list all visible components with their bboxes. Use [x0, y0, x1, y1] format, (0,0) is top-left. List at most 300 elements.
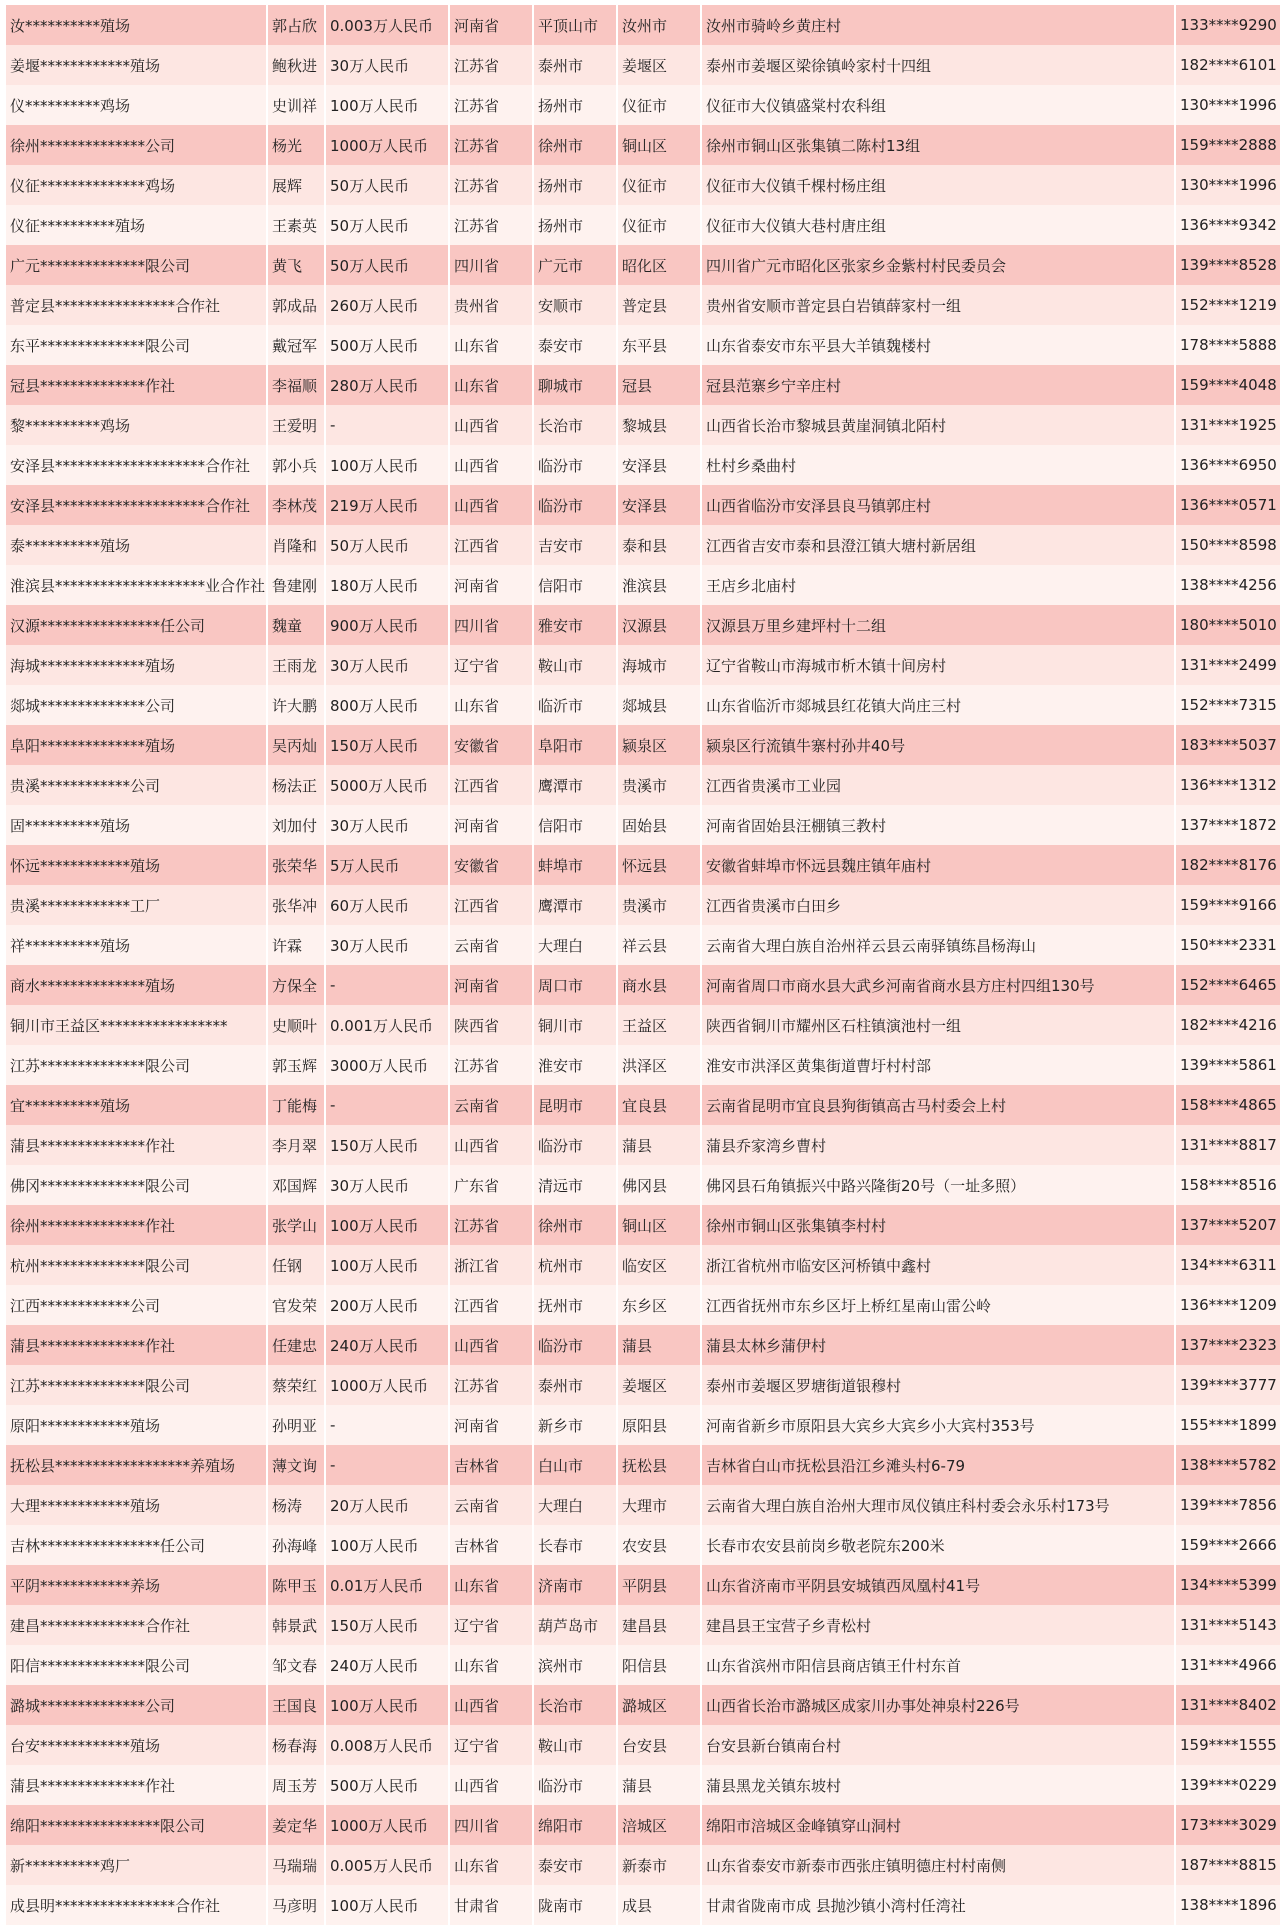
legal-person-cell: 王国良	[267, 1685, 325, 1725]
province-cell: 山东省	[449, 365, 533, 405]
table-row	[6, 1885, 1280, 1925]
phone-cell: 139****3777	[1175, 1365, 1280, 1405]
phone-cell: 131****1925	[1175, 405, 1280, 445]
legal-person-cell: 马瑞瑞	[267, 1845, 325, 1885]
registered-capital-cell: 150万人民币	[325, 1605, 449, 1645]
table-row	[6, 1805, 1280, 1845]
city-cell: 杭州市	[533, 1245, 617, 1285]
province-cell: 山西省	[449, 1685, 533, 1725]
phone-cell: 131****4966	[1175, 1645, 1280, 1685]
legal-person-cell: 丁能梅	[267, 1085, 325, 1125]
province-cell: 四川省	[449, 1805, 533, 1845]
legal-person-cell: 郭成品	[267, 285, 325, 325]
address-cell: 泰州市姜堰区罗塘街道银穆村	[701, 1365, 1175, 1405]
county-cell: 潞城区	[617, 1685, 701, 1725]
city-cell: 扬州市	[533, 165, 617, 205]
registered-capital-cell: 60万人民币	[325, 885, 449, 925]
county-cell: 大理市	[617, 1485, 701, 1525]
phone-cell: 136****9342	[1175, 205, 1280, 245]
phone-cell: 138****5782	[1175, 1445, 1280, 1485]
province-cell: 陕西省	[449, 1005, 533, 1045]
city-cell: 泰安市	[533, 325, 617, 365]
county-cell: 固始县	[617, 805, 701, 845]
county-cell: 贵溪市	[617, 765, 701, 805]
company-name-cell: 江西************公司	[6, 1285, 267, 1325]
legal-person-cell: 李月翠	[267, 1125, 325, 1165]
company-name-cell: 宜**********殖场	[6, 1085, 267, 1125]
table-row	[6, 1165, 1280, 1205]
registered-capital-cell: 100万人民币	[325, 1205, 449, 1245]
phone-cell: 138****1896	[1175, 1885, 1280, 1925]
city-cell: 临汾市	[533, 485, 617, 525]
phone-cell: 150****8598	[1175, 525, 1280, 565]
county-cell: 昭化区	[617, 245, 701, 285]
registered-capital-cell: 150万人民币	[325, 1125, 449, 1165]
province-cell: 吉林省	[449, 1445, 533, 1485]
company-name-cell: 仪征**************鸡场	[6, 165, 267, 205]
city-cell: 雅安市	[533, 605, 617, 645]
table-row	[6, 1845, 1280, 1885]
province-cell: 山东省	[449, 1565, 533, 1605]
address-cell: 云南省昆明市宜良县狗街镇高古马村委会上村	[701, 1085, 1175, 1125]
legal-person-cell: 周玉芳	[267, 1765, 325, 1805]
province-cell: 山西省	[449, 445, 533, 485]
county-cell: 商水县	[617, 965, 701, 1005]
legal-person-cell: 黄飞	[267, 245, 325, 285]
address-cell: 河南省固始县汪棚镇三教村	[701, 805, 1175, 845]
phone-cell: 178****5888	[1175, 325, 1280, 365]
table-row	[6, 205, 1280, 245]
county-cell: 铜山区	[617, 125, 701, 165]
phone-cell: 139****7856	[1175, 1485, 1280, 1525]
registered-capital-cell: 240万人民币	[325, 1645, 449, 1685]
company-name-cell: 冠县**************作社	[6, 365, 267, 405]
table-row	[6, 5, 1280, 45]
legal-person-cell: 邹文春	[267, 1645, 325, 1685]
city-cell: 临汾市	[533, 1325, 617, 1365]
company-name-cell: 佛冈**************限公司	[6, 1165, 267, 1205]
company-name-cell: 黎**********鸡场	[6, 405, 267, 445]
registered-capital-cell: 100万人民币	[325, 85, 449, 125]
legal-person-cell: 郭玉辉	[267, 1045, 325, 1085]
province-cell: 江西省	[449, 1285, 533, 1325]
city-cell: 长春市	[533, 1525, 617, 1565]
company-name-cell: 蒲县**************作社	[6, 1765, 267, 1805]
table-row	[6, 1525, 1280, 1565]
registered-capital-cell: 280万人民币	[325, 365, 449, 405]
table-row	[6, 1205, 1280, 1245]
legal-person-cell: 魏童	[267, 605, 325, 645]
legal-person-cell: 展辉	[267, 165, 325, 205]
company-name-cell: 仪**********鸡场	[6, 85, 267, 125]
address-cell: 山西省长治市潞城区成家川办事处神泉村226号	[701, 1685, 1175, 1725]
table-row	[6, 245, 1280, 285]
legal-person-cell: 刘加付	[267, 805, 325, 845]
legal-person-cell: 任建忠	[267, 1325, 325, 1365]
city-cell: 周口市	[533, 965, 617, 1005]
city-cell: 长治市	[533, 1685, 617, 1725]
city-cell: 信阳市	[533, 565, 617, 605]
table-row	[6, 1565, 1280, 1605]
county-cell: 贵溪市	[617, 885, 701, 925]
phone-cell: 158****8516	[1175, 1165, 1280, 1205]
legal-person-cell: 王素英	[267, 205, 325, 245]
city-cell: 临沂市	[533, 685, 617, 725]
address-cell: 江西省贵溪市白田乡	[701, 885, 1175, 925]
legal-person-cell: 孙明亚	[267, 1405, 325, 1445]
registered-capital-cell: 3000万人民币	[325, 1045, 449, 1085]
phone-cell: 139****5861	[1175, 1045, 1280, 1085]
county-cell: 佛冈县	[617, 1165, 701, 1205]
table-row	[6, 1645, 1280, 1685]
registered-capital-cell: 30万人民币	[325, 45, 449, 85]
legal-person-cell: 官发荣	[267, 1285, 325, 1325]
legal-person-cell: 王雨龙	[267, 645, 325, 685]
registered-capital-cell: 30万人民币	[325, 645, 449, 685]
phone-cell: 158****4865	[1175, 1085, 1280, 1125]
city-cell: 泰安市	[533, 1845, 617, 1885]
address-cell: 云南省大理白族自治州祥云县云南驿镇练昌杨海山	[701, 925, 1175, 965]
phone-cell: 159****2888	[1175, 125, 1280, 165]
registered-capital-cell: 100万人民币	[325, 445, 449, 485]
province-cell: 吉林省	[449, 1525, 533, 1565]
company-name-cell: 安泽县********************合作社	[6, 485, 267, 525]
address-cell: 佛冈县石角镇振兴中路兴隆街20号（一址多照）	[701, 1165, 1175, 1205]
city-cell: 抚州市	[533, 1285, 617, 1325]
province-cell: 河南省	[449, 1405, 533, 1445]
registered-capital-cell: 50万人民币	[325, 205, 449, 245]
table-row	[6, 965, 1280, 1005]
registered-capital-cell: -	[325, 1085, 449, 1125]
legal-person-cell: 许大鹏	[267, 685, 325, 725]
city-cell: 临汾市	[533, 445, 617, 485]
phone-cell: 159****9166	[1175, 885, 1280, 925]
legal-person-cell: 薄文询	[267, 1445, 325, 1485]
registered-capital-cell: 0.003万人民币	[325, 5, 449, 45]
registered-capital-cell: 100万人民币	[325, 1885, 449, 1925]
legal-person-cell: 任钢	[267, 1245, 325, 1285]
table-row	[6, 885, 1280, 925]
registered-capital-cell: 30万人民币	[325, 925, 449, 965]
city-cell: 临汾市	[533, 1125, 617, 1165]
registered-capital-cell: 50万人民币	[325, 165, 449, 205]
table-row	[6, 605, 1280, 645]
phone-cell: 182****4216	[1175, 1005, 1280, 1045]
county-cell: 颍泉区	[617, 725, 701, 765]
registered-capital-cell: 100万人民币	[325, 1685, 449, 1725]
address-cell: 四川省广元市昭化区张家乡金紫村村民委员会	[701, 245, 1175, 285]
address-cell: 山西省临汾市安泽县良马镇郭庄村	[701, 485, 1175, 525]
registered-capital-cell: 0.008万人民币	[325, 1725, 449, 1765]
city-cell: 白山市	[533, 1445, 617, 1485]
address-cell: 江西省吉安市泰和县澄江镇大塘村新居组	[701, 525, 1175, 565]
legal-person-cell: 史训祥	[267, 85, 325, 125]
address-cell: 仪征市大仪镇千棵村杨庄组	[701, 165, 1175, 205]
legal-person-cell: 吴丙灿	[267, 725, 325, 765]
address-cell: 河南省新乡市原阳县大宾乡大宾乡小大宾村353号	[701, 1405, 1175, 1445]
table-row	[6, 1245, 1280, 1285]
address-cell: 山东省济南市平阴县安城镇西凤凰村41号	[701, 1565, 1175, 1605]
province-cell: 山西省	[449, 405, 533, 445]
company-name-cell: 广元**************限公司	[6, 245, 267, 285]
province-cell: 江西省	[449, 765, 533, 805]
province-cell: 河南省	[449, 565, 533, 605]
city-cell: 鞍山市	[533, 1725, 617, 1765]
company-name-cell: 淮滨县********************业合作社	[6, 565, 267, 605]
phone-cell: 134****5399	[1175, 1565, 1280, 1605]
city-cell: 安顺市	[533, 285, 617, 325]
table-row	[6, 405, 1280, 445]
county-cell: 洪泽区	[617, 1045, 701, 1085]
phone-cell: 183****5037	[1175, 725, 1280, 765]
legal-person-cell: 肖隆和	[267, 525, 325, 565]
company-name-cell: 仪征**********殖场	[6, 205, 267, 245]
address-cell: 汝州市骑岭乡黄庄村	[701, 5, 1175, 45]
province-cell: 辽宁省	[449, 1725, 533, 1765]
county-cell: 平阴县	[617, 1565, 701, 1605]
table-row	[6, 1405, 1280, 1445]
phone-cell: 130****1996	[1175, 165, 1280, 205]
registered-capital-cell: 219万人民币	[325, 485, 449, 525]
city-cell: 泰州市	[533, 45, 617, 85]
company-name-cell: 海城**************殖场	[6, 645, 267, 685]
company-name-cell: 贵溪************工厂	[6, 885, 267, 925]
address-cell: 甘肃省陇南市成 县抛沙镇小湾村任湾社	[701, 1885, 1175, 1925]
phone-cell: 134****6311	[1175, 1245, 1280, 1285]
address-cell: 山东省泰安市新泰市西张庄镇明德庄村村南侧	[701, 1845, 1175, 1885]
address-cell: 颍泉区行流镇牛寨村孙井40号	[701, 725, 1175, 765]
legal-person-cell: 杨涛	[267, 1485, 325, 1525]
province-cell: 广东省	[449, 1165, 533, 1205]
table-body	[6, 5, 1280, 1925]
registered-capital-cell: 50万人民币	[325, 245, 449, 285]
company-name-cell: 怀远************殖场	[6, 845, 267, 885]
registered-capital-cell: 500万人民币	[325, 1765, 449, 1805]
phone-cell: 152****6465	[1175, 965, 1280, 1005]
company-name-cell: 绵阳****************限公司	[6, 1805, 267, 1845]
county-cell: 阳信县	[617, 1645, 701, 1685]
registered-capital-cell: -	[325, 1445, 449, 1485]
legal-person-cell: 郭占欣	[267, 5, 325, 45]
address-cell: 徐州市铜山区张集镇二陈村13组	[701, 125, 1175, 165]
legal-person-cell: 张学山	[267, 1205, 325, 1245]
address-cell: 蒲县乔家湾乡曹村	[701, 1125, 1175, 1165]
legal-person-cell: 杨春海	[267, 1725, 325, 1765]
table-row	[6, 1605, 1280, 1645]
table-row	[6, 685, 1280, 725]
county-cell: 安泽县	[617, 485, 701, 525]
city-cell: 广元市	[533, 245, 617, 285]
legal-person-cell: 姜定华	[267, 1805, 325, 1845]
city-cell: 徐州市	[533, 1205, 617, 1245]
address-cell: 仪征市大仪镇盛棠村农科组	[701, 85, 1175, 125]
address-cell: 蒲县黑龙关镇东坡村	[701, 1765, 1175, 1805]
legal-person-cell: 方保全	[267, 965, 325, 1005]
table-row	[6, 1725, 1280, 1765]
phone-cell: 137****1872	[1175, 805, 1280, 845]
table-row	[6, 1325, 1280, 1365]
table-row	[6, 725, 1280, 765]
registered-capital-cell: 180万人民币	[325, 565, 449, 605]
table-row	[6, 445, 1280, 485]
city-cell: 扬州市	[533, 85, 617, 125]
county-cell: 台安县	[617, 1725, 701, 1765]
province-cell: 甘肃省	[449, 1885, 533, 1925]
phone-cell: 136****1312	[1175, 765, 1280, 805]
county-cell: 祥云县	[617, 925, 701, 965]
province-cell: 江苏省	[449, 125, 533, 165]
table-row	[6, 805, 1280, 845]
address-cell: 绵阳市涪城区金峰镇穿山洞村	[701, 1805, 1175, 1845]
county-cell: 安泽县	[617, 445, 701, 485]
phone-cell: 131****2499	[1175, 645, 1280, 685]
phone-cell: 173****3029	[1175, 1805, 1280, 1845]
registered-capital-cell: 5000万人民币	[325, 765, 449, 805]
province-cell: 江苏省	[449, 165, 533, 205]
company-name-cell: 泰**********殖场	[6, 525, 267, 565]
address-cell: 安徽省蚌埠市怀远县魏庄镇年庙村	[701, 845, 1175, 885]
city-cell: 大理白	[533, 1485, 617, 1525]
address-cell: 吉林省白山市抚松县沿江乡滩头村6-79	[701, 1445, 1175, 1485]
province-cell: 四川省	[449, 605, 533, 645]
legal-person-cell: 鲍秋进	[267, 45, 325, 85]
phone-cell: 155****1899	[1175, 1405, 1280, 1445]
phone-cell: 137****5207	[1175, 1205, 1280, 1245]
phone-cell: 136****1209	[1175, 1285, 1280, 1325]
registered-capital-cell: 800万人民币	[325, 685, 449, 725]
legal-person-cell: 孙海峰	[267, 1525, 325, 1565]
legal-person-cell: 陈甲玉	[267, 1565, 325, 1605]
table-row	[6, 645, 1280, 685]
address-cell: 蒲县太林乡蒲伊村	[701, 1325, 1175, 1365]
table-row	[6, 485, 1280, 525]
registered-capital-cell: 150万人民币	[325, 725, 449, 765]
province-cell: 山东省	[449, 325, 533, 365]
phone-cell: 150****2331	[1175, 925, 1280, 965]
city-cell: 泰州市	[533, 1365, 617, 1405]
registered-capital-cell: 900万人民币	[325, 605, 449, 645]
city-cell: 鹰潭市	[533, 885, 617, 925]
address-cell: 台安县新台镇南台村	[701, 1725, 1175, 1765]
legal-person-cell: 张荣华	[267, 845, 325, 885]
phone-cell: 159****4048	[1175, 365, 1280, 405]
company-name-cell: 郯城**************公司	[6, 685, 267, 725]
phone-cell: 139****0229	[1175, 1765, 1280, 1805]
province-cell: 江苏省	[449, 205, 533, 245]
company-name-cell: 东平**************限公司	[6, 325, 267, 365]
address-cell: 山东省临沂市郯城县红花镇大尚庄三村	[701, 685, 1175, 725]
county-cell: 仪征市	[617, 85, 701, 125]
county-cell: 东乡区	[617, 1285, 701, 1325]
county-cell: 普定县	[617, 285, 701, 325]
table-row	[6, 1685, 1280, 1725]
city-cell: 聊城市	[533, 365, 617, 405]
company-name-cell: 徐州**************公司	[6, 125, 267, 165]
city-cell: 新乡市	[533, 1405, 617, 1445]
registered-capital-cell: -	[325, 1405, 449, 1445]
registered-capital-cell: 1000万人民币	[325, 125, 449, 165]
registered-capital-cell: 1000万人民币	[325, 1805, 449, 1845]
company-name-cell: 贵溪************公司	[6, 765, 267, 805]
registered-capital-cell: 0.01万人民币	[325, 1565, 449, 1605]
company-name-cell: 汉源****************任公司	[6, 605, 267, 645]
table-row	[6, 1005, 1280, 1045]
city-cell: 葫芦岛市	[533, 1605, 617, 1645]
registered-capital-cell: 30万人民币	[325, 805, 449, 845]
county-cell: 姜堰区	[617, 1365, 701, 1405]
address-cell: 河南省周口市商水县大武乡河南省商水县方庄村四组130号	[701, 965, 1175, 1005]
legal-person-cell: 李福顺	[267, 365, 325, 405]
table-row	[6, 1125, 1280, 1165]
address-cell: 建昌县王宝营子乡青松村	[701, 1605, 1175, 1645]
address-cell: 杜村乡桑曲村	[701, 445, 1175, 485]
table-row	[6, 765, 1280, 805]
address-cell: 长春市农安县前岗乡敬老院东200米	[701, 1525, 1175, 1565]
company-name-cell: 成县明****************合作社	[6, 1885, 267, 1925]
phone-cell: 182****8176	[1175, 845, 1280, 885]
province-cell: 河南省	[449, 965, 533, 1005]
county-cell: 铜山区	[617, 1205, 701, 1245]
province-cell: 山东省	[449, 1845, 533, 1885]
county-cell: 临安区	[617, 1245, 701, 1285]
county-cell: 东平县	[617, 325, 701, 365]
county-cell: 涪城区	[617, 1805, 701, 1845]
company-name-cell: 商水**************殖场	[6, 965, 267, 1005]
table-row	[6, 365, 1280, 405]
province-cell: 辽宁省	[449, 645, 533, 685]
phone-cell: 133****9290	[1175, 5, 1280, 45]
city-cell: 淮安市	[533, 1045, 617, 1085]
registered-capital-cell: 260万人民币	[325, 285, 449, 325]
city-cell: 平顶山市	[533, 5, 617, 45]
company-name-cell: 潞城**************公司	[6, 1685, 267, 1725]
phone-cell: 180****5010	[1175, 605, 1280, 645]
city-cell: 徐州市	[533, 125, 617, 165]
registered-capital-cell: -	[325, 965, 449, 1005]
province-cell: 江苏省	[449, 1205, 533, 1245]
province-cell: 辽宁省	[449, 1605, 533, 1645]
address-cell: 江西省抚州市东乡区圩上桥红星南山雷公岭	[701, 1285, 1175, 1325]
legal-person-cell: 史顺叶	[267, 1005, 325, 1045]
province-cell: 安徽省	[449, 725, 533, 765]
address-cell: 冠县范寨乡宁辛庄村	[701, 365, 1175, 405]
city-cell: 济南市	[533, 1565, 617, 1605]
province-cell: 山西省	[449, 1325, 533, 1365]
company-name-cell: 固**********殖场	[6, 805, 267, 845]
company-name-cell: 新**********鸡厂	[6, 1845, 267, 1885]
address-cell: 山东省滨州市阳信县商店镇王什村东首	[701, 1645, 1175, 1685]
registered-capital-cell: 50万人民币	[325, 525, 449, 565]
phone-cell: 159****1555	[1175, 1725, 1280, 1765]
city-cell: 信阳市	[533, 805, 617, 845]
company-name-cell: 铜川市王益区*****************	[6, 1005, 267, 1045]
company-name-cell: 原阳************殖场	[6, 1405, 267, 1445]
province-cell: 山西省	[449, 1125, 533, 1165]
city-cell: 陇南市	[533, 1885, 617, 1925]
table-row	[6, 85, 1280, 125]
county-cell: 黎城县	[617, 405, 701, 445]
table-row	[6, 1365, 1280, 1405]
county-cell: 淮滨县	[617, 565, 701, 605]
county-cell: 仪征市	[617, 165, 701, 205]
table-row	[6, 165, 1280, 205]
county-cell: 成县	[617, 1885, 701, 1925]
city-cell: 大理白	[533, 925, 617, 965]
county-cell: 汉源县	[617, 605, 701, 645]
address-cell: 江西省贵溪市工业园	[701, 765, 1175, 805]
company-name-cell: 祥**********殖场	[6, 925, 267, 965]
phone-cell: 152****7315	[1175, 685, 1280, 725]
